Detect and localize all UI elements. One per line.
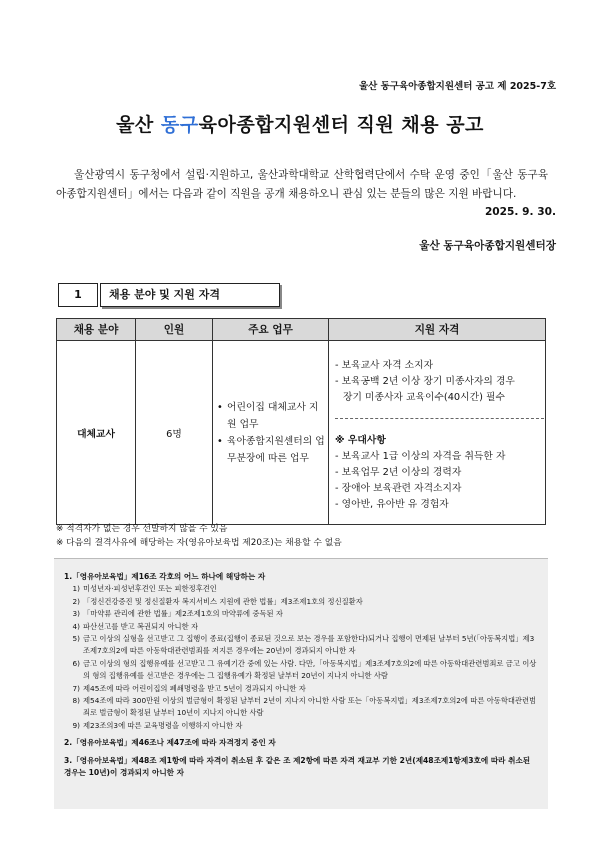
item-text: 제23조의3에 따른 교육명령을 이행하지 아니한 자 (83, 720, 243, 730)
item-number: 6) (72, 658, 80, 668)
required-qualifications (335, 342, 544, 419)
item-number: 4) (72, 621, 80, 631)
notice-number: 울산 동구육아종합지원센터 공고 제 2025-7호 (358, 81, 556, 92)
intro-paragraph: 울산광역시 동구청에서 설립·지원하고, 울산과학대학교 산학협력단에서 수탁 운영 중인「울산 동구육아종합지원센터」에서는 다음과 같이 직원을 공개 채용하오니 관심 있는 분들의 많은 지원 바랍니다. (56, 169, 548, 200)
preferred-line: - 영아반, 유아반 유 경험자 (335, 499, 449, 510)
preferred-line: - 장애아 보육관련 자격소지자 (335, 483, 462, 494)
page-title (0, 110, 600, 137)
list-item (64, 658, 540, 683)
field-cell: 대체교사 (57, 341, 136, 525)
note-line: ※ 다음의 결격사유에 해당하는 자(영유아보육법 제20조)는 채용할 수 없음 (56, 538, 342, 548)
section-title: 채용 분야 및 지원 자격 (100, 283, 280, 307)
item-text: 금고 이상의 형의 집행유예를 선고받고 그 유예기간 중에 있는 사람. 다만,「아동복지법」제3조제7호의2에 따른 아동학대관련범죄로 금고 이상의 형의 집행유예를 선고받은 경우에는 그 집행유예가 확정된 날부터 20년이 지나지 아니한 사람 (83, 658, 537, 681)
count-cell: 6명 (136, 341, 213, 525)
table-row (57, 341, 546, 525)
qualifications-cell (329, 341, 546, 525)
recruitment-table (56, 318, 546, 525)
qualification-line: - 보육공백 2년 이상 장기 미종사자의 경우 (335, 376, 515, 387)
bullet-icon: • (217, 401, 223, 413)
list-item (64, 621, 540, 633)
list-item (64, 695, 540, 720)
item-number: 9) (72, 720, 80, 730)
header-duties: 주요 업무 (213, 319, 329, 341)
notes (56, 522, 342, 550)
item-text: 「마약류 관리에 관한 법률」제2조제1호의 마약류에 중독된 자 (83, 609, 283, 619)
item-text: 파산선고를 받고 복권되지 아니한 자 (83, 621, 199, 631)
duty-text: 육아종합지원센터의 업무분장에 따른 업무 (227, 435, 325, 464)
item-number: 3) (72, 609, 80, 619)
item-text: 제45조에 따라 어린이집의 폐쇄명령을 받고 5년이 경과되지 아니한 자 (83, 683, 306, 693)
duties-cell (213, 341, 329, 525)
preferred-line: - 보육교사 1급 이상의 자격을 취득한 자 (335, 451, 506, 462)
list-item (64, 633, 540, 658)
disqualification-box (54, 558, 548, 809)
item-number: 7) (72, 683, 80, 693)
list-item (64, 608, 540, 620)
list-item (64, 583, 540, 595)
qualification-line: 장기 미종사자 교육이수(40시간) 필수 (343, 392, 505, 403)
preferred-line: - 보육업무 2년 이상의 경력자 (335, 467, 462, 478)
notice-date: 2025. 9. 30. (484, 206, 556, 218)
list-item (64, 596, 540, 608)
header-qualifications: 지원 자격 (329, 319, 546, 341)
preferred-qualifications (335, 419, 544, 523)
title-prefix: 울산 (116, 114, 161, 136)
disqualification-item-3: 3.「영유아보육법」제48조 제1항에 따라 자격이 취소된 후 같은 조 제2항에 따른 자격 재교부 기한 2년(제48조제1항제3호에 따라 취소된 경우는 10년)이 경과되지 아니한 자 (64, 755, 531, 778)
note-line: ※ 적격자가 없는 경우 선발하지 않을 수 있음 (56, 524, 228, 534)
duty-text: 어린이집 대체교사 지원 업무 (227, 401, 319, 430)
issuer-name: 울산 동구육아종합지원센터장 (419, 240, 556, 252)
disqualification-heading: 1.「영유아보육법」제16조 각호의 어느 하나에 해당하는 자 (64, 572, 266, 581)
bullet-icon: • (217, 435, 223, 447)
duty-item (217, 433, 327, 467)
item-text: 미성년자·피성년후견인 또는 피한정후견인 (83, 584, 217, 594)
item-number: 5) (72, 634, 80, 644)
header-field: 채용 분야 (57, 319, 136, 341)
item-text: 제54조에 따라 300만원 이상의 벌금형이 확정된 날부터 2년이 지나지 아니한 사람 또는「아동복지법」제3조제7호의2에 따른 아동학대관련범죄로 벌금형이 확정된 날부터 10년이 지나지 아니한 사람 (83, 696, 537, 718)
qualification-line: - 보육교사 자격 소지자 (335, 360, 434, 371)
list-item (64, 720, 540, 732)
item-number: 2) (72, 596, 80, 606)
item-text: 「정신건강증진 및 정신질환자 복지서비스 지원에 관한 법률」제3조제1호의 정신질환자 (83, 596, 363, 606)
item-number: 8) (72, 696, 80, 706)
disqualification-item-2: 2.「영유아보육법」제46조나 제47조에 따라 자격정지 중인 자 (64, 738, 276, 748)
section-number: 1 (58, 283, 98, 307)
item-text: 금고 이상의 실형을 선고받고 그 집행이 종료(집행이 종료된 것으로 보는 경우를 포함한다)되거나 집행이 면제된 날부터 5년(「아동복지법」제3조제7호의2에 따른 아동학대관련범죄를 저지른 경우에는 20년)이 경과되지 아니한 자 (83, 634, 535, 656)
title-suffix: 육아종합지원센터 직원 채용 공고 (198, 114, 484, 136)
title-accent: 동구 (160, 114, 199, 136)
preferred-title: ※ 우대사항 (335, 435, 386, 446)
duty-item (217, 399, 327, 433)
header-count: 인원 (136, 319, 213, 341)
list-item (64, 683, 540, 695)
table-header-row (57, 319, 546, 341)
item-number: 1) (72, 584, 80, 594)
